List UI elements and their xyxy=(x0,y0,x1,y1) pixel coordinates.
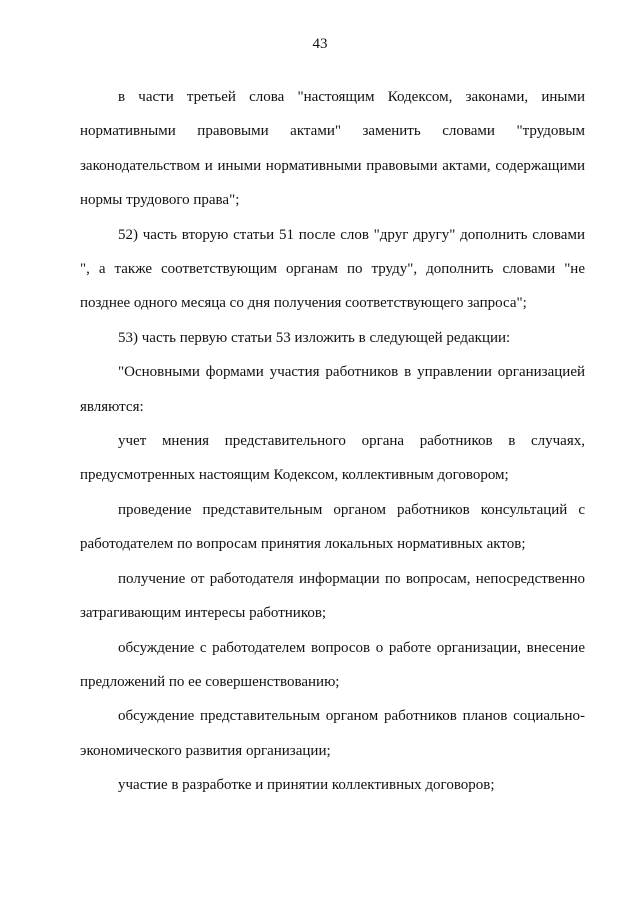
list-item-collective-agreements: участие в разработке и принятии коллективных договоров; xyxy=(118,777,495,794)
document-body xyxy=(80,80,585,803)
paragraph-item-52: 52) часть вторую статьи 51 после слов "друг другу" дополнить словами ", а также соответствующим органам по труду", дополнить словами "не позднее одного месяца со дня получения соответствующего запроса"; xyxy=(80,226,585,312)
paragraph-amend-part-three: в части третьей слова "настоящим Кодексом, законами, иными нормативными правовыми актами" заменить словами "трудовым законодательством и иными нормативными правовыми актами, содержащими нормы трудового права"; xyxy=(80,89,585,209)
page-number: 43 xyxy=(312,36,328,52)
list-item-discussion: обсуждение с работодателем вопросов о работе организации, внесение предложений по ее совершенствованию; xyxy=(80,639,585,690)
list-item-information: получение от работодателя информации по вопросам, непосредственно затрагивающим интересы работников; xyxy=(80,570,585,622)
list-item-plans: обсуждение представительным органом работников планов социально-экономического развития организации; xyxy=(80,708,585,759)
list-item-opinion: учет мнения представительного органа работников в случаях, предусмотренных настоящим Кодексом, коллективным договором; xyxy=(80,433,585,484)
paragraph-forms-intro: "Основными формами участия работников в управлении организацией являются: xyxy=(80,364,585,415)
paragraph-item-53: 53) часть первую статьи 53 изложить в следующей редакции: xyxy=(118,329,511,346)
list-item-consultations: проведение представительным органом работников консультаций с работодателем по вопросам принятия локальных нормативных актов; xyxy=(80,501,585,553)
